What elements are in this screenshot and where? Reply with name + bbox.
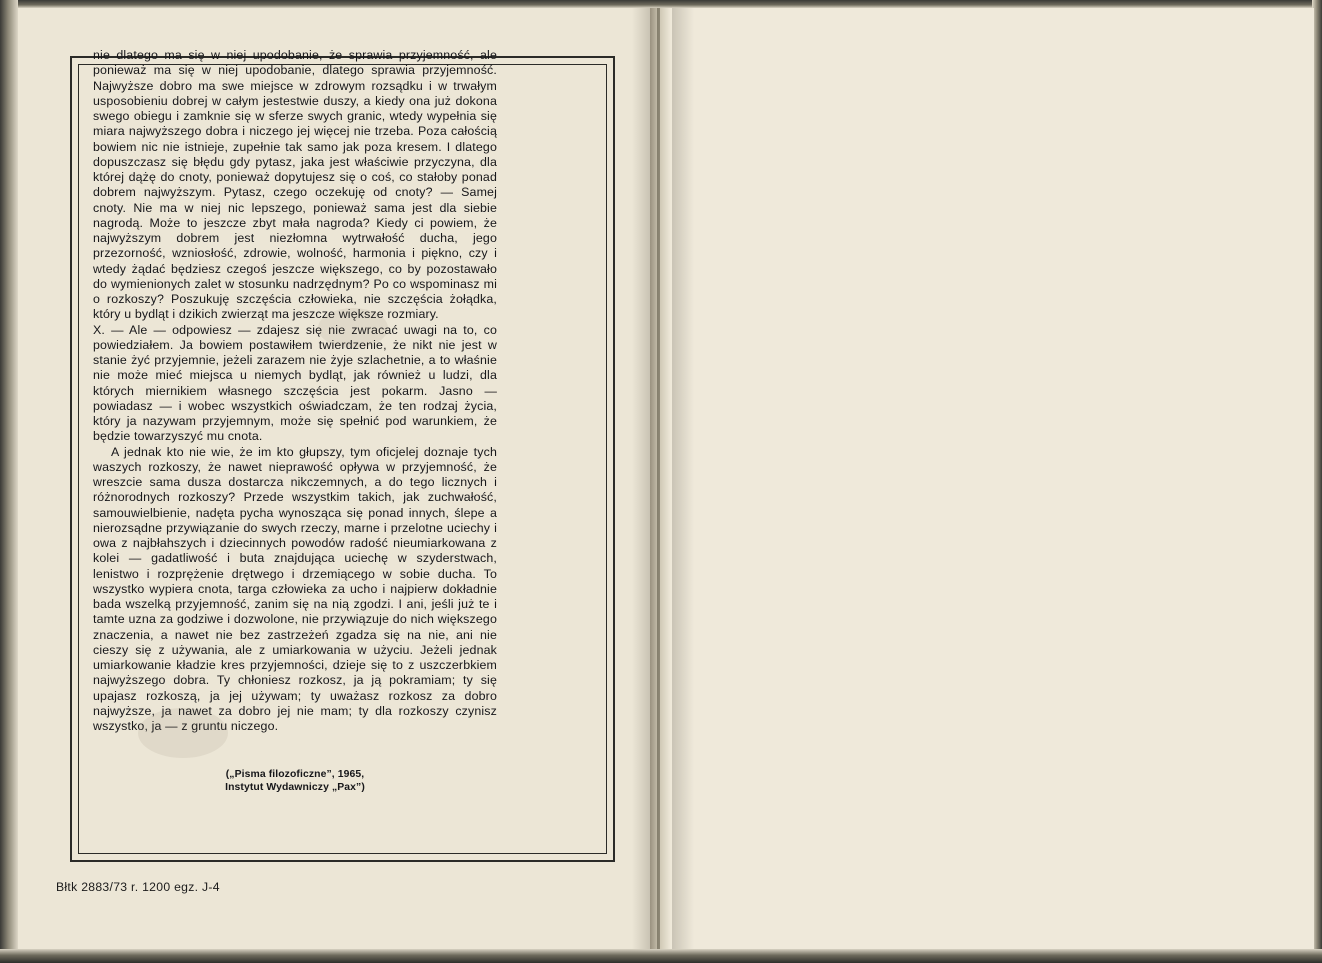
- source-note: [93, 768, 497, 794]
- body-text: [93, 48, 497, 734]
- right-page: [672, 8, 1314, 949]
- source-note-line-1: („Pisma filozoficzne”, 1965,: [225, 769, 365, 780]
- paragraph: A jednak kto nie wie, że im kto głupszy, tym oficjelej doznaje tych waszych rozkoszy, że nawet nieprawość opływa w przyjemność, że wreszcie sama dusza dostarcza nikczemnych, a do tego licznych i różnorodnych rozkoszy? Przede wszystkim takich, jak zuchwałość, samouwielbienie, nadęta pycha wynosząca się ponad innych, ślepe a nierozsądne przywiązanie do swych rzeczy, marne i przelotne uciechy i owa z najbłahszych i dziecinnych powodów radość nieumiarkowana z kolei — gadatliwość i buta znajdująca uciechę w szyderstwach, lenistwo i rozprężenie drętwego i drzemiącego w sobie ducha. To wszystko wypiera cnota, targa człowieka za ucho i najpierw dokładnie bada wszelką przyjemność, zanim się na nią zgodzi. I ani, jeśli już te i tamte uzna za godziwe i dozwolone, nie przywiązuje do nich większego znaczenia, a nawet nie bez zastrzeżeń zgadza się na nie, ani nie cieszy się z używania, ale z umiarkowania w użyciu. Jeżeli jednak umiarkowanie kładzie kres przyjemności, dzieje się to z uszczerbkiem najwyższego dobra. Ty chłoniesz rozkosz, ja ją pokramiam; ty się upajasz rozkoszą, ja jej używam; ty uważasz rozkosz za dobro najwyższe, ja nawet za dobro jej nie mam; ty dla rozkoszy czynisz wszystko, ja — z gruntu niczego.: [93, 444, 497, 733]
- colophon: Błtk 2883/73 r. 1200 egz. J-4: [56, 880, 220, 894]
- left-page: [18, 8, 658, 949]
- scan-edge-left: [0, 0, 18, 963]
- paragraph: nie dlatego ma się w niej upodobanie, że sprawia przyjemność, ale ponieważ ma się w niej upodobanie, dlatego sprawia przyjemność. Najwyższe dobro ma swe miejsce w zdrowym rozsądku i w trwałym usposobieniu dobrej w całym jestestwie duszy, a kiedy ona już dokona swego obiegu i zamknie się w sferze swych granic, wtedy wypełnia się miara najwyższego dobra i niczego jej więcej nie trzeba. Poza całością bowiem nic nie istnieje, zupełnie tak samo jak poza kresem. I dlatego dopuszczasz się błędu gdy pytasz, jaka jest właściwie przyczyna, dla której dążę do cnoty, ponieważ dopytujesz się o coś, co stałoby ponad dobrem najwyższym. Pytasz, czego oczekuję od cnoty? — Samej cnoty. Nie ma w niej nic lepszego, ponieważ sama jest dla siebie nagrodą. Może to jeszcze zbyt mała nagroda? Kiedy ci powiem, że najwyższym dobrem jest niezłomna wytrwałość ducha, jego przezorność, wzniosłość, zdrowie, wolność, harmonia i piękno, czy i wtedy żądać będziesz czegoś jeszcze większego, co by pozostawało do wymienionych zalet w stosunku nadrzędnym? Po co wspominasz mi o rozkoszy? Poszukuję szczęścia człowieka, nie szczęścia żołądka, który u bydląt i dzikich zwierząt ma jeszcze większe rozmiary.: [93, 48, 497, 322]
- source-note-line-2: Instytut Wydawniczy „Pax”): [225, 782, 365, 793]
- scan-edge-top: [0, 0, 1322, 8]
- spine-shadow: [657, 8, 660, 949]
- paragraph: X. — Ale — odpowiesz — zdajesz się nie zwracać uwagi na to, co powiedziałem. Ja bowiem postawiłem twierdzenie, że nikt nie jest w stanie żyć przyjemnie, jeżeli zarazem nie żyje szlachetnie, a to właśnie nie może mieć miejsca u niemych bydląt, jak również u ludzi, dla których miernikiem własnego szczęścia jest pokarm. Jasno — powiadasz — i wobec wszystkich oświadczam, że ten rodzaj życia, który ja nazywam przyjemnym, może się spełnić pod warunkiem, że będzie towarzyszyć mu cnota.: [93, 322, 497, 444]
- scan-edge-bottom: [0, 949, 1322, 963]
